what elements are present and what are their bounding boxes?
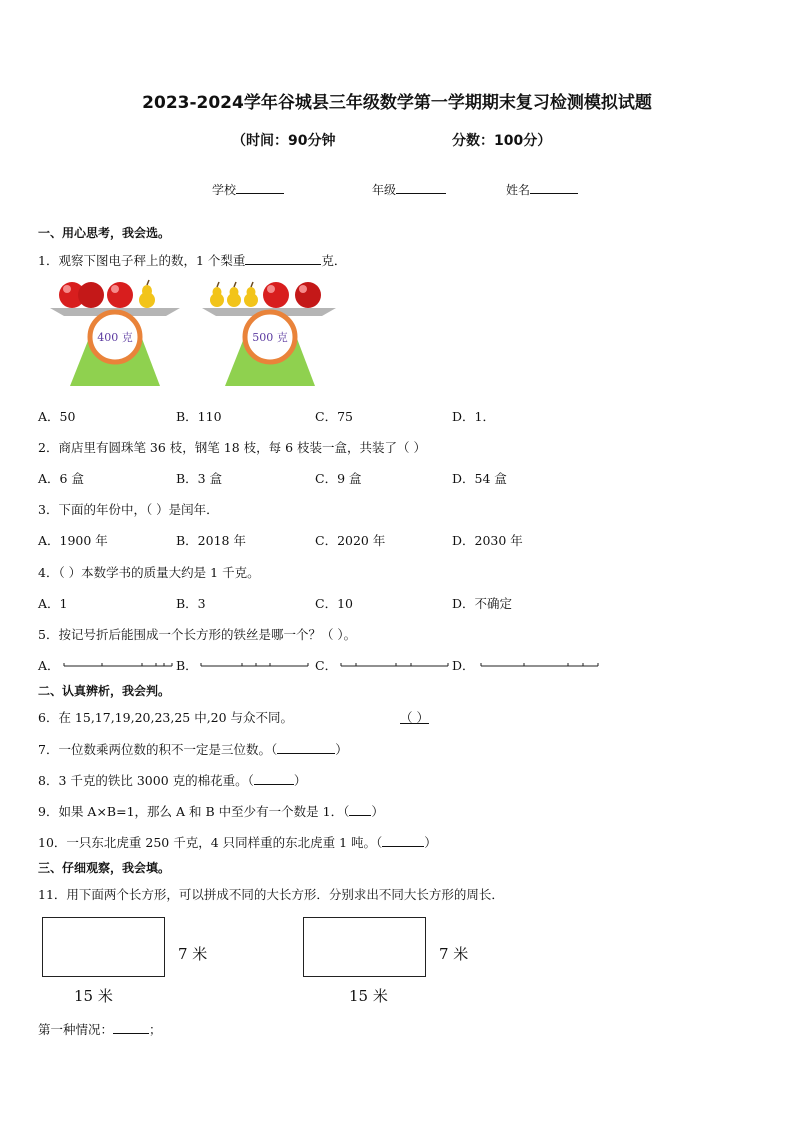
judge-text-10: 10．一只东北虎重 250 千克，4 只同样重的东北虎重 1 吨。（ xyxy=(38,835,383,850)
exam-time: （时间：90分钟 xyxy=(232,133,336,149)
judge-blank-7[interactable] xyxy=(277,741,335,754)
grade-field xyxy=(372,181,446,198)
judge-paren-9: ） xyxy=(371,804,384,819)
judge-paren-6: （ ） xyxy=(400,710,429,725)
pear-icon-top xyxy=(142,285,152,297)
school-blank[interactable] xyxy=(236,181,284,194)
judge-paren-7: ） xyxy=(335,742,348,757)
grade-label: 年级 xyxy=(372,183,397,197)
rectangle-2-width: 15 米 xyxy=(349,987,388,1005)
question-4: 4．（ ）本数学书的质量大约是 1 千克。 xyxy=(38,565,260,580)
q5-option-b[interactable]: B． xyxy=(176,658,198,673)
q3-option-a[interactable]: A．1900 年 xyxy=(38,533,108,548)
judge-question-9 xyxy=(38,802,384,820)
name-label: 姓名 xyxy=(506,183,531,197)
question-3: 3．下面的年份中，（ ）是闰年． xyxy=(38,502,219,517)
scale-1-reading: 400 克 xyxy=(97,331,133,344)
judge-question-6: 6．在 15,17,19,20,23,25 中,20 与众不同。 xyxy=(38,710,294,725)
rectangle-1-width: 15 米 xyxy=(74,987,113,1005)
question-2: 2．商店里有圆珠笔 36 枝，钢笔 18 枝，每 6 枝装一盒，共装了（ ） xyxy=(38,440,427,455)
case-1-blank[interactable] xyxy=(113,1021,149,1034)
apple-icon xyxy=(295,282,321,308)
question-11: 11．用下面两个长方形，可以拼成不同的大长方形．分别求出不同大长方形的周长． xyxy=(38,887,504,902)
wire-a xyxy=(64,663,172,666)
wire-options-figure xyxy=(60,658,620,670)
apple-icon xyxy=(78,282,104,308)
judge-question-8 xyxy=(38,771,306,789)
section-2-heading: 二、认真辨析，我会判。 xyxy=(38,684,171,698)
q3-option-d[interactable]: D．2030 年 xyxy=(452,533,523,548)
rectangle-1-height: 7 米 xyxy=(178,945,208,963)
wire-c xyxy=(341,663,448,666)
name-blank[interactable] xyxy=(530,181,578,194)
q4-option-d[interactable]: D．不确定 xyxy=(452,596,513,611)
page-title: 2023-2024学年谷城县三年级数学第一学期期末复习检测模拟试题 xyxy=(142,93,652,113)
q2-option-b[interactable]: B．3 盒 xyxy=(176,471,223,486)
question-1-blank[interactable] xyxy=(245,252,321,265)
judge-blank-8[interactable] xyxy=(254,772,294,785)
judge-answer-6[interactable] xyxy=(400,708,429,726)
scale-1 xyxy=(50,280,180,386)
q5-option-d[interactable]: D． xyxy=(452,658,475,673)
q2-option-d[interactable]: D．54 盒 xyxy=(452,471,507,486)
q1-option-a[interactable]: A．50 xyxy=(38,409,76,424)
case-1-line xyxy=(38,1020,162,1038)
judge-question-10 xyxy=(38,833,437,851)
apple-highlight xyxy=(63,285,71,293)
q3-option-c[interactable]: C．2020 年 xyxy=(315,533,386,548)
judge-paren-8: ） xyxy=(293,773,307,788)
q5-option-a[interactable]: A． xyxy=(38,658,60,673)
school-label: 学校 xyxy=(212,183,237,197)
apple-highlight xyxy=(111,285,119,293)
question-1-unit: 克． xyxy=(321,253,347,268)
wire-b xyxy=(201,663,308,666)
school-field xyxy=(212,181,284,198)
judge-blank-9[interactable] xyxy=(349,803,371,816)
rectangle-2 xyxy=(303,917,426,977)
rectangle-1 xyxy=(42,917,165,977)
name-field xyxy=(506,181,578,198)
q4-option-a[interactable]: A．1 xyxy=(38,596,68,611)
case-1-label: 第一种情况： xyxy=(38,1022,114,1037)
question-5: 5．按记号折后能围成一个长方形的铁丝是哪一个？（ ）。 xyxy=(38,627,357,642)
q1-option-b[interactable]: B．110 xyxy=(176,409,222,424)
judge-paren-10: ） xyxy=(424,835,437,850)
rectangle-2-height: 7 米 xyxy=(439,945,469,963)
scale-2 xyxy=(202,282,336,386)
judge-blank-10[interactable] xyxy=(382,834,424,847)
judge-text-7: 7．一位数乘两位数的积不一定是三位数。（ xyxy=(38,742,278,757)
q2-option-a[interactable]: A．6 盒 xyxy=(38,471,84,486)
q1-option-d[interactable]: D．1． xyxy=(452,409,495,424)
judge-text-8: 8．3 千克的铁比 3000 克的棉花重。（ xyxy=(38,773,254,788)
question-1-text: 1．观察下图电子秤上的数，1 个梨重 xyxy=(38,253,246,268)
section-1-heading: 一、用心思考，我会选。 xyxy=(38,226,171,240)
wire-d xyxy=(481,663,598,666)
q1-option-c[interactable]: C．75 xyxy=(315,409,353,424)
q4-option-c[interactable]: C．10 xyxy=(315,596,353,611)
q2-option-c[interactable]: C．9 盒 xyxy=(315,471,362,486)
exam-score: 分数：100分） xyxy=(452,133,552,149)
apple-icon xyxy=(263,282,289,308)
question-1 xyxy=(38,251,346,269)
grade-blank[interactable] xyxy=(396,181,446,194)
scales-figure xyxy=(48,278,338,390)
q5-option-c[interactable]: C． xyxy=(315,658,338,673)
scale-2-reading: 500 克 xyxy=(252,331,288,344)
judge-question-7 xyxy=(38,740,348,758)
q4-option-b[interactable]: B．3 xyxy=(176,596,206,611)
case-1-end: ； xyxy=(149,1022,162,1037)
section-3-heading: 三、仔细观察，我会填。 xyxy=(38,861,171,875)
apple-icon xyxy=(107,282,133,308)
q3-option-b[interactable]: B．2018 年 xyxy=(176,533,246,548)
judge-text-9: 9．如果 A×B=1，那么 A 和 B 中至少有一个数是 1．（ xyxy=(38,804,350,819)
